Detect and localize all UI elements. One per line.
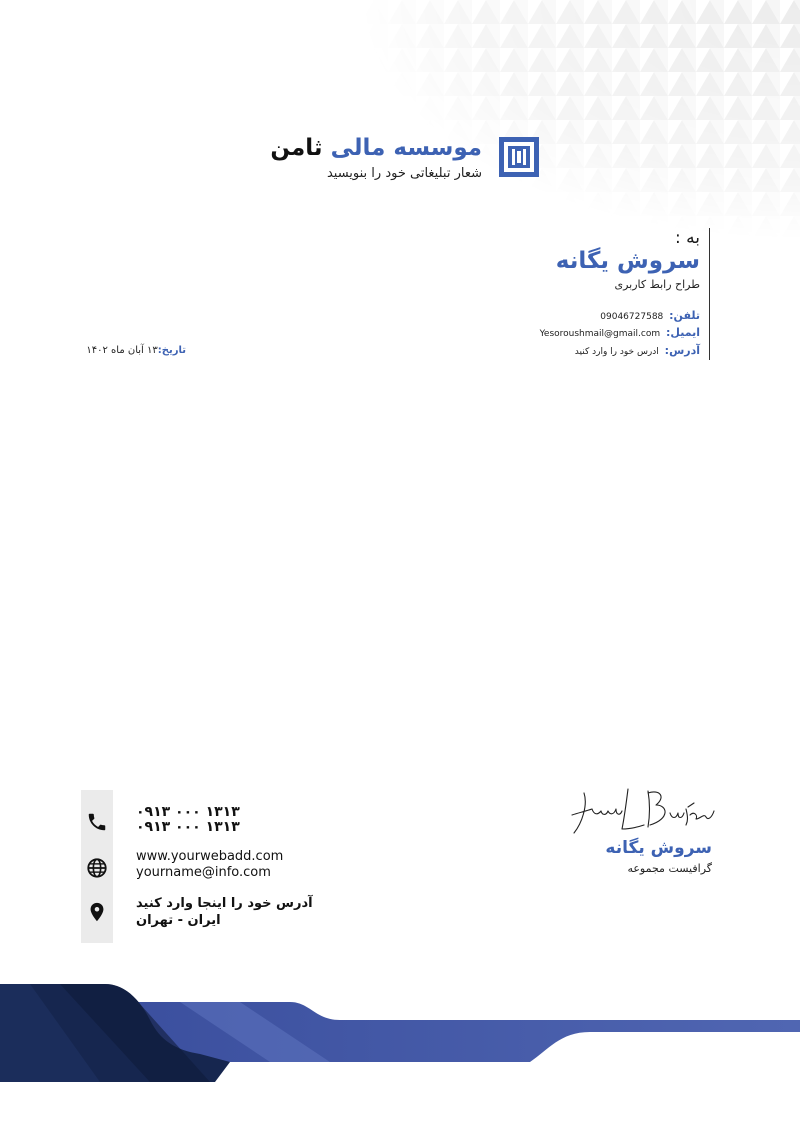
signer-title: گرافیست مجموعه [627,862,712,875]
contact-address-line-1: آدرس خود را اینجا وارد کنید [136,896,313,911]
recipient-address-row [575,344,700,357]
company-name-main: ثامن [270,135,323,161]
globe-icon [86,857,108,879]
recipient-email: Yesoroushmail@gmail.com [539,329,661,339]
recipient-address: ادرس خود را وارد کنید [574,347,659,357]
contact-phone-2: ۰۹۱۳ ۰۰۰ ۱۳۱۳ [136,819,240,835]
footer-decorative-bands [0,980,800,1090]
recipient-phone: 09046727588 [600,312,664,322]
company-name-accent: موسسه مالی [330,135,482,161]
recipient-to-label: به : [675,228,700,248]
phone-icon [86,811,108,833]
company-slogan: شعار تبلیغاتی خود را بنویسید [326,166,482,181]
signer-name: سروش یگانه [605,838,712,858]
recipient-name: سروش یگانه [555,248,700,274]
contact-phone-1: ۰۹۱۳ ۰۰۰ ۱۳۱۳ [136,804,240,820]
recipient-email-row [540,326,700,339]
location-pin-icon [86,901,108,923]
date-label: تاریخ: [157,345,186,356]
date-value: ۱۳ آبان ماه ۱۴۰۲ [86,345,158,356]
company-name [270,134,482,162]
handwritten-signature [570,785,715,840]
letter-date [86,345,186,356]
recipient-email-label: ایمیل: [666,326,700,339]
contact-email: yourname@info.com [136,865,271,880]
contact-address-line-2: ایران - تهران [136,913,221,928]
recipient-phone-row [600,309,700,322]
square-bracket-logo-icon [498,136,540,178]
decorative-triangle-pattern [360,0,800,240]
recipient-divider [709,228,710,360]
recipient-phone-label: تلفن: [669,309,700,322]
letterhead-header [250,128,550,188]
recipient-block [520,228,710,362]
recipient-address-label: آدرس: [664,344,700,357]
recipient-role: طراح رابط کاربری [614,278,700,291]
contact-website: www.yourwebadd.com [136,849,284,864]
